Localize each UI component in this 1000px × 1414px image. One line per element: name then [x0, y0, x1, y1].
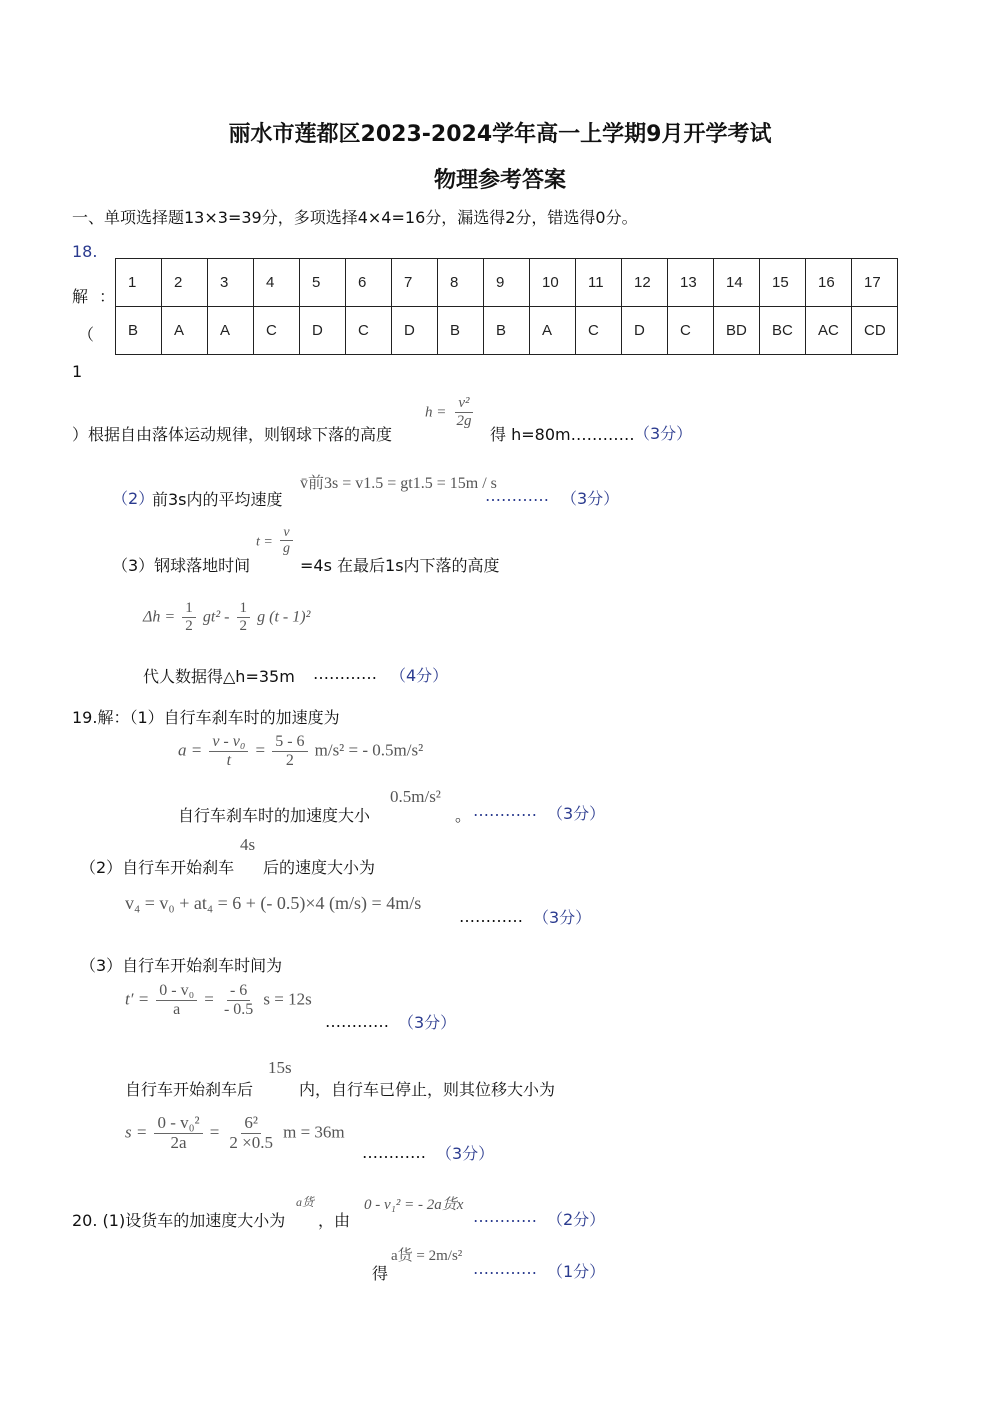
fraction-num: 1 [182, 600, 196, 618]
table-cell-answer: C [576, 307, 622, 355]
q19-p2-text2: 后的速度大小为 [263, 858, 376, 877]
q19-p3-score: （3分） [398, 1013, 457, 1032]
fraction [272, 733, 307, 769]
table-cell-number: 1 [116, 259, 162, 307]
formula-part: gt² - [202, 608, 230, 626]
fraction-den: a [173, 1000, 181, 1018]
formula-tail: s = 12s [263, 989, 312, 1009]
q18-paren: （ [78, 325, 95, 344]
formula-lhs: h = [425, 404, 447, 421]
q19-p2-dots: ………… [459, 907, 523, 926]
q18-p1-score: （3分） [634, 424, 693, 443]
formula-eq: = [204, 989, 214, 1009]
fraction-num: 6² [241, 1114, 261, 1134]
q20-score2: （1分） [547, 1262, 606, 1281]
formula-part: g (t - 1)² [257, 608, 311, 626]
formula-tail: m = 36m [283, 1122, 345, 1142]
q18-p1-text: ）根据自由落体运动规律，则钢球下落的高度 [72, 425, 393, 444]
fraction-den: 2 [285, 751, 294, 769]
table-cell-number: 2 [162, 259, 208, 307]
q19-a-end: 。 [455, 806, 472, 825]
q19-p4-sup: 15s [268, 1058, 292, 1077]
formula-tail: m/s² = - 0.5m/s² [314, 740, 424, 760]
q18-p3-text: =4s 在最后1s内下落的高度 [300, 556, 500, 575]
q19-p4-dots: ………… [362, 1143, 426, 1162]
table-cell-answer: BC [760, 307, 806, 355]
fraction [221, 982, 256, 1018]
q18-jie-label [72, 284, 115, 307]
q19-p2-sup: 4s [240, 835, 256, 854]
q20-de: 得 [372, 1264, 389, 1283]
q19-a-dots: ………… [473, 801, 537, 820]
table-cell-answer: A [162, 307, 208, 355]
table-cell-answer: B [438, 307, 484, 355]
q19-a-text: 自行车刹车时的加速度大小 [178, 806, 371, 825]
table-cell-number: 11 [576, 259, 622, 307]
q20-formula: 0 - v₁² = - 2a货x [364, 1197, 464, 1213]
q18-p3-result: 代人数据得△h=35m [143, 667, 295, 686]
q18-p3-formula [256, 525, 295, 557]
formula-eq: = [209, 1122, 220, 1142]
table-cell-number: 13 [668, 259, 714, 307]
fraction [453, 395, 474, 429]
table-cell-answer: D [622, 307, 668, 355]
table-cell-number: 14 [714, 259, 760, 307]
fraction-num: 0 - v₀² [154, 1114, 202, 1134]
fraction-num: v - v₀ [209, 733, 248, 752]
fraction-num: 5 - 6 [272, 733, 307, 752]
fraction-num: 1 [237, 600, 251, 618]
table-cell-number: 7 [392, 259, 438, 307]
q18-p3-score: （4分） [390, 666, 449, 685]
formula-lhs: t′ = [125, 989, 150, 1009]
q18-p2-score: （3分） [561, 489, 620, 508]
q20-score1: （2分） [547, 1210, 606, 1229]
q18-p2-text: 前3s内的平均速度 [152, 490, 283, 509]
fraction-num: v [280, 525, 292, 541]
table-cell-answer: C [668, 307, 714, 355]
answer-table-number-row [116, 259, 898, 307]
fraction [154, 1114, 202, 1152]
q19-a-value: 0.5m/s² [390, 787, 441, 806]
q18-jie: 解 [72, 287, 89, 306]
q18-colon: ： [99, 287, 116, 306]
table-cell-number: 12 [622, 259, 668, 307]
table-cell-number: 10 [530, 259, 576, 307]
table-cell-answer: A [208, 307, 254, 355]
table-cell-answer: AC [806, 307, 852, 355]
q19-a-formula [178, 733, 423, 769]
answer-table [115, 258, 898, 355]
table-cell-number: 3 [208, 259, 254, 307]
table-cell-number: 5 [300, 259, 346, 307]
q20-sym: a货 [296, 1195, 315, 1209]
q19-p2-text1: （2）自行车开始刹车 [80, 858, 235, 877]
fraction [209, 733, 248, 769]
fraction-den: g [282, 541, 290, 557]
fraction-half [237, 600, 251, 634]
q19-a-score: （3分） [547, 804, 606, 823]
fraction-den: 2 ×0.5 [229, 1132, 273, 1152]
q18-number: 18. [72, 242, 98, 261]
q19-p4-text2: 内，自行车已停止，则其位移大小为 [299, 1080, 556, 1099]
q20-dots1: ………… [473, 1207, 537, 1226]
fraction-half [182, 600, 196, 634]
table-cell-number: 6 [346, 259, 392, 307]
fraction-den: 2a [170, 1132, 187, 1152]
q19-p4-formula [125, 1114, 345, 1152]
table-cell-number: 15 [760, 259, 806, 307]
fraction-num: - 6 [227, 982, 250, 1001]
fraction-den: 2 [239, 617, 248, 634]
q20-text2: ，由 [318, 1211, 351, 1230]
table-cell-number: 8 [438, 259, 484, 307]
section1-intro: 一、单项选择题13×3=39分，多项选择4×4=16分，漏选得2分，错选得0分。 [72, 208, 638, 227]
q19-p2-score: （3分） [533, 908, 592, 927]
fraction [226, 1114, 276, 1152]
q19-p3-text: （3）自行车开始刹车时间为 [80, 956, 283, 975]
table-cell-number: 17 [852, 259, 898, 307]
q19-p4-text1: 自行车开始刹车后 [125, 1080, 254, 1099]
fraction-den: - 0.5 [223, 1000, 254, 1018]
formula-lhs: a = [178, 740, 203, 760]
q18-p1-result: 得 h=80m………… [490, 425, 635, 444]
fraction-den: 2 [185, 617, 193, 634]
table-cell-answer: A [530, 307, 576, 355]
q18-p3-dots: ………… [313, 664, 377, 683]
q19-intro: 19.解：（1）自行车刹车时的加速度为 [72, 708, 340, 727]
q18-p3-dh-formula [143, 600, 310, 634]
fraction-den: t [226, 751, 232, 769]
formula-lhs: t = [256, 534, 273, 550]
fraction [280, 525, 293, 557]
table-cell-answer: C [254, 307, 300, 355]
table-cell-number: 16 [806, 259, 852, 307]
formula-lhs: s = [125, 1122, 148, 1142]
table-cell-answer: BD [714, 307, 760, 355]
table-cell-answer: B [484, 307, 530, 355]
q20-dots2: ………… [473, 1259, 537, 1278]
q19-p3-dots: ………… [325, 1012, 389, 1031]
answer-table-answer-row [116, 307, 898, 355]
formula-eq: = [255, 740, 266, 760]
table-cell-number: 9 [484, 259, 530, 307]
q19-p2-formula: v₄ = v₀ + at₄ = 6 + (- 0.5)×4 (m/s) = 4m/s [125, 893, 422, 913]
q18-p2-dots: ………… [485, 486, 549, 505]
table-cell-answer: B [116, 307, 162, 355]
q18-p2-label: （2） [112, 489, 155, 508]
q18-p1-formula [425, 395, 476, 429]
table-cell-number: 4 [254, 259, 300, 307]
q19-p4-score: （3分） [436, 1144, 495, 1163]
q18-one: 1 [72, 362, 83, 381]
q20-result: a货 = 2m/s² [391, 1248, 463, 1264]
formula-lhs: Δh = [143, 608, 176, 626]
q18-p3-label: （3）钢球落地时间 [112, 556, 251, 575]
fraction [156, 982, 197, 1018]
q18-p2-formula: v̄前3s = v1.5 = gt1.5 = 15m / s [300, 475, 497, 492]
table-cell-answer: C [346, 307, 392, 355]
page-title: 丽水市莲都区2023-2024学年高一上学期9月开学考试 [228, 122, 772, 147]
table-cell-answer: D [300, 307, 346, 355]
page-subtitle: 物理参考答案 [433, 168, 566, 193]
q20-text1: 20. (1)设货车的加速度大小为 [72, 1211, 286, 1230]
fraction-den: 2g [456, 412, 472, 429]
fraction-num: v² [455, 395, 472, 413]
table-cell-answer: CD [852, 307, 898, 355]
fraction-num: 0 - v₀ [156, 982, 197, 1001]
q19-p3-formula [125, 982, 312, 1018]
table-cell-answer: D [392, 307, 438, 355]
